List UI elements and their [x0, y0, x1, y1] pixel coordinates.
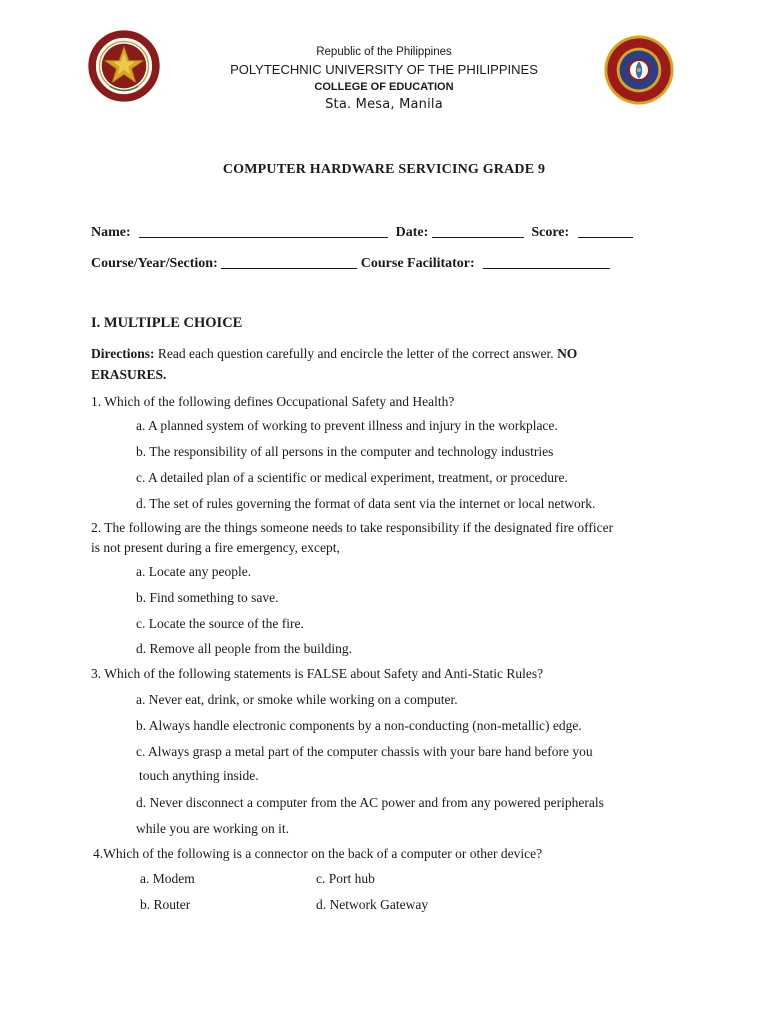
q1-option-c[interactable]: c. A detailed plan of a scientific or medical experiment, treatment, or procedure.	[136, 470, 568, 485]
header-university: POLYTECHNIC UNIVERSITY OF THE PHILIPPINES	[230, 62, 538, 77]
header-college: COLLEGE OF EDUCATION	[314, 81, 454, 93]
q3-option-a[interactable]: a. Never eat, drink, or smoke while working on a computer.	[136, 692, 458, 707]
question-2-line-1: 2. The following are the things someone needs to take responsibility if the designated fire officer	[91, 520, 614, 535]
q4-option-b[interactable]: b. Router	[140, 897, 191, 912]
q2-option-b[interactable]: b. Find something to save.	[136, 590, 279, 605]
score-label: Score:	[531, 225, 570, 240]
q1-option-b[interactable]: b. The responsibility of all persons in the computer and technology industries	[136, 444, 554, 459]
section-title: I. MULTIPLE CHOICE	[91, 315, 243, 331]
question-3: 3. Which of the following statements is FALSE about Safety and Anti-Static Rules?	[91, 666, 544, 681]
q3-option-d-continued: while you are working on it.	[136, 821, 289, 836]
q4-option-d[interactable]: d. Network Gateway	[316, 897, 429, 912]
question-4: 4.Which of the following is a connector on the back of a computer or other device?	[93, 846, 543, 861]
question-1: 1. Which of the following defines Occupational Safety and Health?	[91, 394, 455, 409]
course-blank[interactable]	[221, 256, 357, 269]
document-title: COMPUTER HARDWARE SERVICING GRADE 9	[222, 162, 546, 177]
directions-text: Read each question carefully and encircle the letter of the correct answer.	[157, 346, 554, 361]
course-info-row	[91, 256, 610, 272]
directions	[91, 343, 651, 385]
name-blank[interactable]	[139, 225, 388, 238]
q3-option-b[interactable]: b. Always handle electronic components by a non-conducting (non-metallic) edge.	[136, 718, 582, 733]
q3-option-c[interactable]: c. Always grasp a metal part of the computer chassis with your bare hand before you	[136, 744, 593, 759]
directions-label: Directions:	[91, 346, 155, 361]
student-info-row	[91, 225, 633, 241]
q2-option-a[interactable]: a. Locate any people.	[136, 564, 252, 579]
q1-option-d[interactable]: d. The set of rules governing the format of data sent via the internet or local network.	[136, 496, 596, 511]
q1-option-a[interactable]: a. A planned system of working to prevent illness and injury in the workplace.	[136, 418, 558, 433]
q2-option-d[interactable]: d. Remove all people from the building.	[136, 641, 352, 656]
q4-option-c[interactable]: c. Port hub	[316, 871, 375, 886]
q3-option-d[interactable]: d. Never disconnect a computer from the AC power and from any powered peripherals	[136, 795, 604, 810]
facilitator-blank[interactable]	[483, 256, 610, 269]
date-blank[interactable]	[432, 225, 524, 238]
course-label: Course/Year/Section:	[91, 256, 218, 271]
header-country: Republic of the Philippines	[316, 46, 452, 58]
facilitator-label: Course Facilitator:	[360, 256, 475, 271]
header-location: Sta. Mesa, Manila	[325, 97, 443, 112]
q4-option-a[interactable]: a. Modem	[140, 871, 195, 886]
date-label: Date:	[395, 225, 429, 240]
name-label: Name:	[91, 225, 131, 240]
score-blank[interactable]	[578, 225, 633, 238]
q2-option-c[interactable]: c. Locate the source of the fire.	[136, 616, 304, 631]
directions-emphasis: NO ERASURES.	[91, 346, 578, 382]
q3-option-c-continued: touch anything inside.	[139, 768, 259, 783]
question-2-line-2: is not present during a fire emergency, except,	[91, 540, 340, 555]
